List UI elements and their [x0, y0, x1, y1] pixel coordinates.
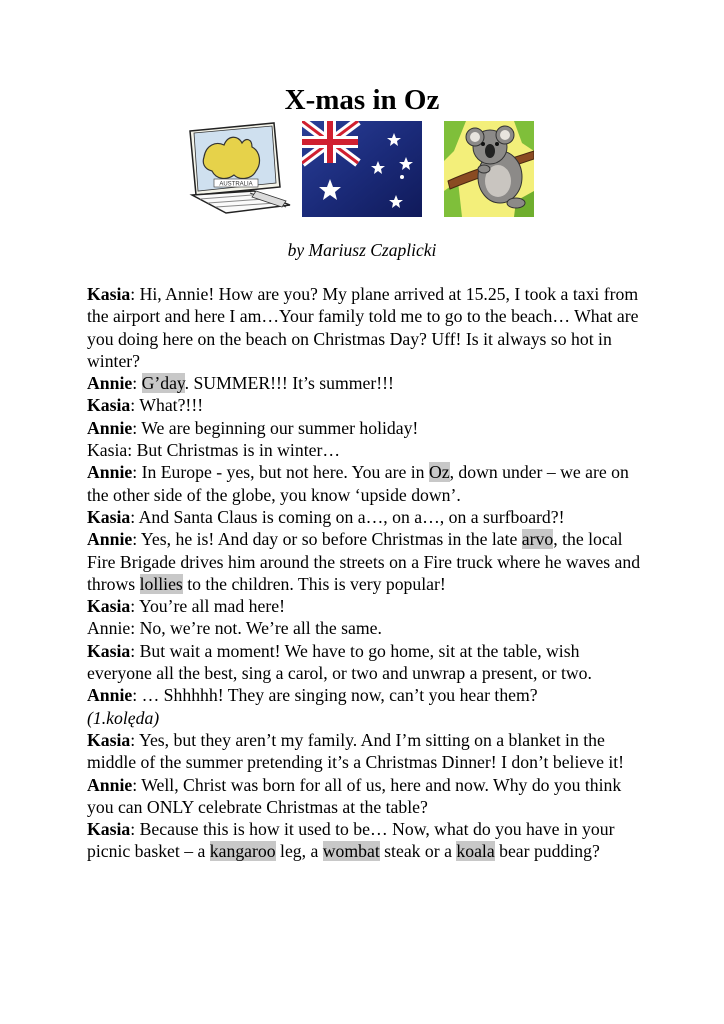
line-text: to the children. This is very popular!	[182, 573, 446, 594]
dialogue-text	[87, 283, 647, 863]
dialogue-line	[87, 774, 647, 819]
dialogue-line	[87, 439, 647, 461]
speaker-name: Kasia	[87, 640, 131, 661]
dialogue-line	[87, 729, 647, 774]
dialogue-line	[87, 372, 647, 394]
speaker-separator: :	[132, 417, 142, 438]
line-text: Yes, he is! And day or so before Christmas in the late	[140, 529, 522, 550]
line-text: , down under – we are on the other side of the globe, you know ‘upside down’.	[87, 462, 629, 505]
line-text: bear pudding?	[494, 841, 600, 862]
dialogue-line	[87, 595, 647, 617]
line-text: What?!!!	[139, 395, 204, 416]
speaker-name: Kasia	[87, 596, 131, 617]
highlighted-word: G’day	[141, 373, 185, 394]
author-byline: by Mariusz Czaplicki	[287, 240, 437, 260]
speaker-name: Kasia	[87, 440, 128, 461]
dialogue-line	[87, 417, 647, 439]
highlighted-word: koala	[456, 841, 495, 862]
speaker-separator: :	[130, 729, 139, 750]
speaker-name: Kasia	[87, 284, 131, 304]
line-text: Because this is how it used to be… Now, what do you have in your picnic basket – a	[87, 819, 615, 862]
line-text: But wait a moment! We have to go home, sit at the table, wish everyone all the best, sing a carol, or two and unwrap a present, or two.	[87, 640, 592, 684]
document-title: X-mas in Oz	[284, 84, 440, 116]
highlighted-word: lollies	[139, 573, 183, 594]
highlighted-word: Oz	[428, 462, 450, 483]
stage-note: (1.kolęda)	[87, 707, 160, 728]
australian-flag	[302, 121, 422, 217]
line-text: And Santa Claus is coming on a…, on a…, on a surfboard?!	[138, 506, 565, 527]
speaker-separator: :	[132, 774, 142, 795]
line-text: We are beginning our summer holiday!	[141, 417, 419, 438]
speaker-separator: :	[127, 440, 137, 461]
speaker-name: Kasia	[87, 729, 131, 750]
dialogue-line	[87, 283, 647, 372]
koala-on-branch	[444, 121, 534, 217]
line-text: Yes, but they aren’t my family. And I’m sitting on a blanket in the middle of the summer pretending it’s a Christmas Dinner! I don’t believe it!	[87, 729, 625, 773]
speaker-separator: :	[132, 685, 142, 706]
line-text: steak or a	[379, 841, 457, 862]
line-text: But Christmas is in winter…	[136, 440, 341, 461]
speaker-name: Annie	[87, 529, 133, 550]
dialogue-line	[87, 617, 647, 639]
highlighted-word: wombat	[322, 841, 380, 862]
speaker-separator: :	[130, 618, 140, 639]
line-text: . SUMMER!!! It’s summer!!!	[184, 373, 394, 394]
speaker-name: Kasia	[87, 506, 131, 527]
dialogue-line	[87, 394, 647, 416]
speaker-name: Annie	[87, 462, 133, 483]
dialogue-line	[87, 640, 647, 685]
speaker-separator: :	[130, 284, 140, 304]
speaker-name: Annie	[87, 774, 133, 795]
map-label: AUSTRALIA	[219, 181, 253, 188]
highlighted-word: kangaroo	[209, 841, 276, 862]
line-text: leg, a	[275, 841, 323, 862]
line-text: Hi, Annie! How are you? My plane arrived at 15.25, I took a taxi from the airport and here I am…Your family told me to go to the beach… What are you doing here on the beach on Christmas Day? Uff! Is it always so hot in winter?	[87, 284, 639, 371]
picture-strip	[186, 121, 538, 219]
dialogue-line	[87, 461, 647, 506]
speaker-name: Annie	[87, 618, 131, 639]
speaker-separator: :	[130, 819, 140, 840]
dialogue-line	[87, 684, 647, 706]
speaker-separator: :	[130, 506, 139, 527]
highlighted-word: arvo	[521, 529, 554, 550]
speaker-separator: :	[130, 640, 140, 661]
speaker-separator: :	[132, 462, 142, 483]
line-text: In Europe - yes, but not here. You are in	[141, 462, 429, 483]
dialogue-line	[87, 506, 647, 528]
australia-map-clipart	[186, 121, 292, 219]
speaker-name: Annie	[87, 417, 133, 438]
dialogue-line	[87, 818, 647, 863]
line-text: You’re all mad here!	[138, 596, 285, 617]
speaker-name: Annie	[87, 685, 133, 706]
speaker-separator: :	[132, 529, 141, 550]
line-text: No, we’re not. We’re all the same.	[139, 618, 382, 639]
dialogue-line	[87, 528, 647, 595]
line-text: , the local Fire Brigade drives him around the streets on a Fire truck where he waves and throws	[87, 529, 641, 594]
speaker-name: Kasia	[87, 819, 131, 840]
speaker-separator: :	[130, 596, 139, 617]
speaker-separator: :	[132, 373, 142, 394]
speaker-name: Kasia	[87, 395, 131, 416]
speaker-separator: :	[130, 395, 140, 416]
line-text: … Shhhhh! They are singing now, can’t you hear them?	[141, 685, 538, 706]
speaker-name: Annie	[87, 373, 133, 394]
line-text: Well, Christ was born for all of us, here and now. Why do you think you can ONLY celebrate Christmas at the table?	[87, 774, 622, 817]
